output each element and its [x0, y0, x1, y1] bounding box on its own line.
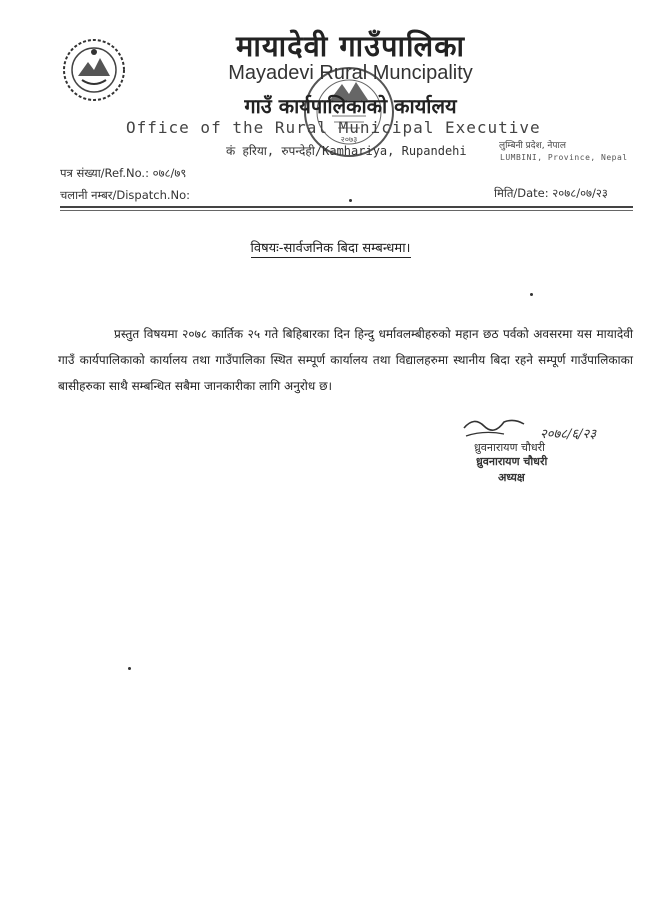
- signatory-name-stamp: ध्रुवनारायण चौधरी: [476, 455, 548, 468]
- subject-text: विषयः-सार्वजनिक बिदा सम्बन्धमा।: [250, 241, 411, 256]
- signatory-title: अध्यक्ष: [498, 471, 525, 484]
- title-english: Mayadevi Rural Muncipality: [228, 62, 473, 84]
- province-nepali: लुम्बिनी प्रदेश, नेपाल: [499, 141, 566, 151]
- address: कं हरिया, रुपन्देही/Kamhariya, Rupandehi: [226, 144, 467, 158]
- header-divider: [60, 206, 633, 208]
- signature-date: २०७८/६/२३: [540, 427, 597, 442]
- dispatch-number: चलानी नम्बर/Dispatch.No:: [60, 188, 191, 202]
- title-nepali: मायादेवी गाउँपालिका: [236, 29, 465, 63]
- body-text: प्रस्तुत विषयमा २०७८ कार्तिक २५ गते बिहिबारका दिन हिन्दु धर्मावलम्बीहरुको महान छठ पर्वको अवसरमा यस मायादेवी गाउँ कार्यपालिकाको कार्यालय तथा गाउँपालिका स्थित सम्पूर्ण कार्यालय तथा विद्यालहरुमा स्थानीय बिदा रहने सम्पूर्ण गाउँपालिकाका बासीहरुका साथै सम्बन्धित सबैमा जानकारीका लागि अनुरोध छ।: [58, 327, 633, 393]
- subject-line: [0, 238, 661, 256]
- letter-date: मिति/Date: २०७८/०७/२३: [494, 186, 608, 200]
- svg-text:२०७३: २०७३: [340, 135, 358, 144]
- body-paragraph: [58, 321, 633, 399]
- signatory-name: ध्रुवनारायण चौधरी: [474, 441, 545, 454]
- speck-mark: [128, 667, 131, 670]
- speck-mark: [349, 199, 352, 202]
- speck-mark: [530, 293, 533, 296]
- province-english: LUMBINI, Province, Nepal: [500, 153, 628, 162]
- ref-number: पत्र संख्या/Ref.No.: ०७८/७९: [60, 166, 187, 180]
- header-divider-thin: [60, 210, 633, 211]
- office-nepali: गाउँ कार्यपालिकाको कार्यालय: [244, 94, 457, 118]
- office-english: Office of the Rural Municipal Executive: [126, 118, 541, 137]
